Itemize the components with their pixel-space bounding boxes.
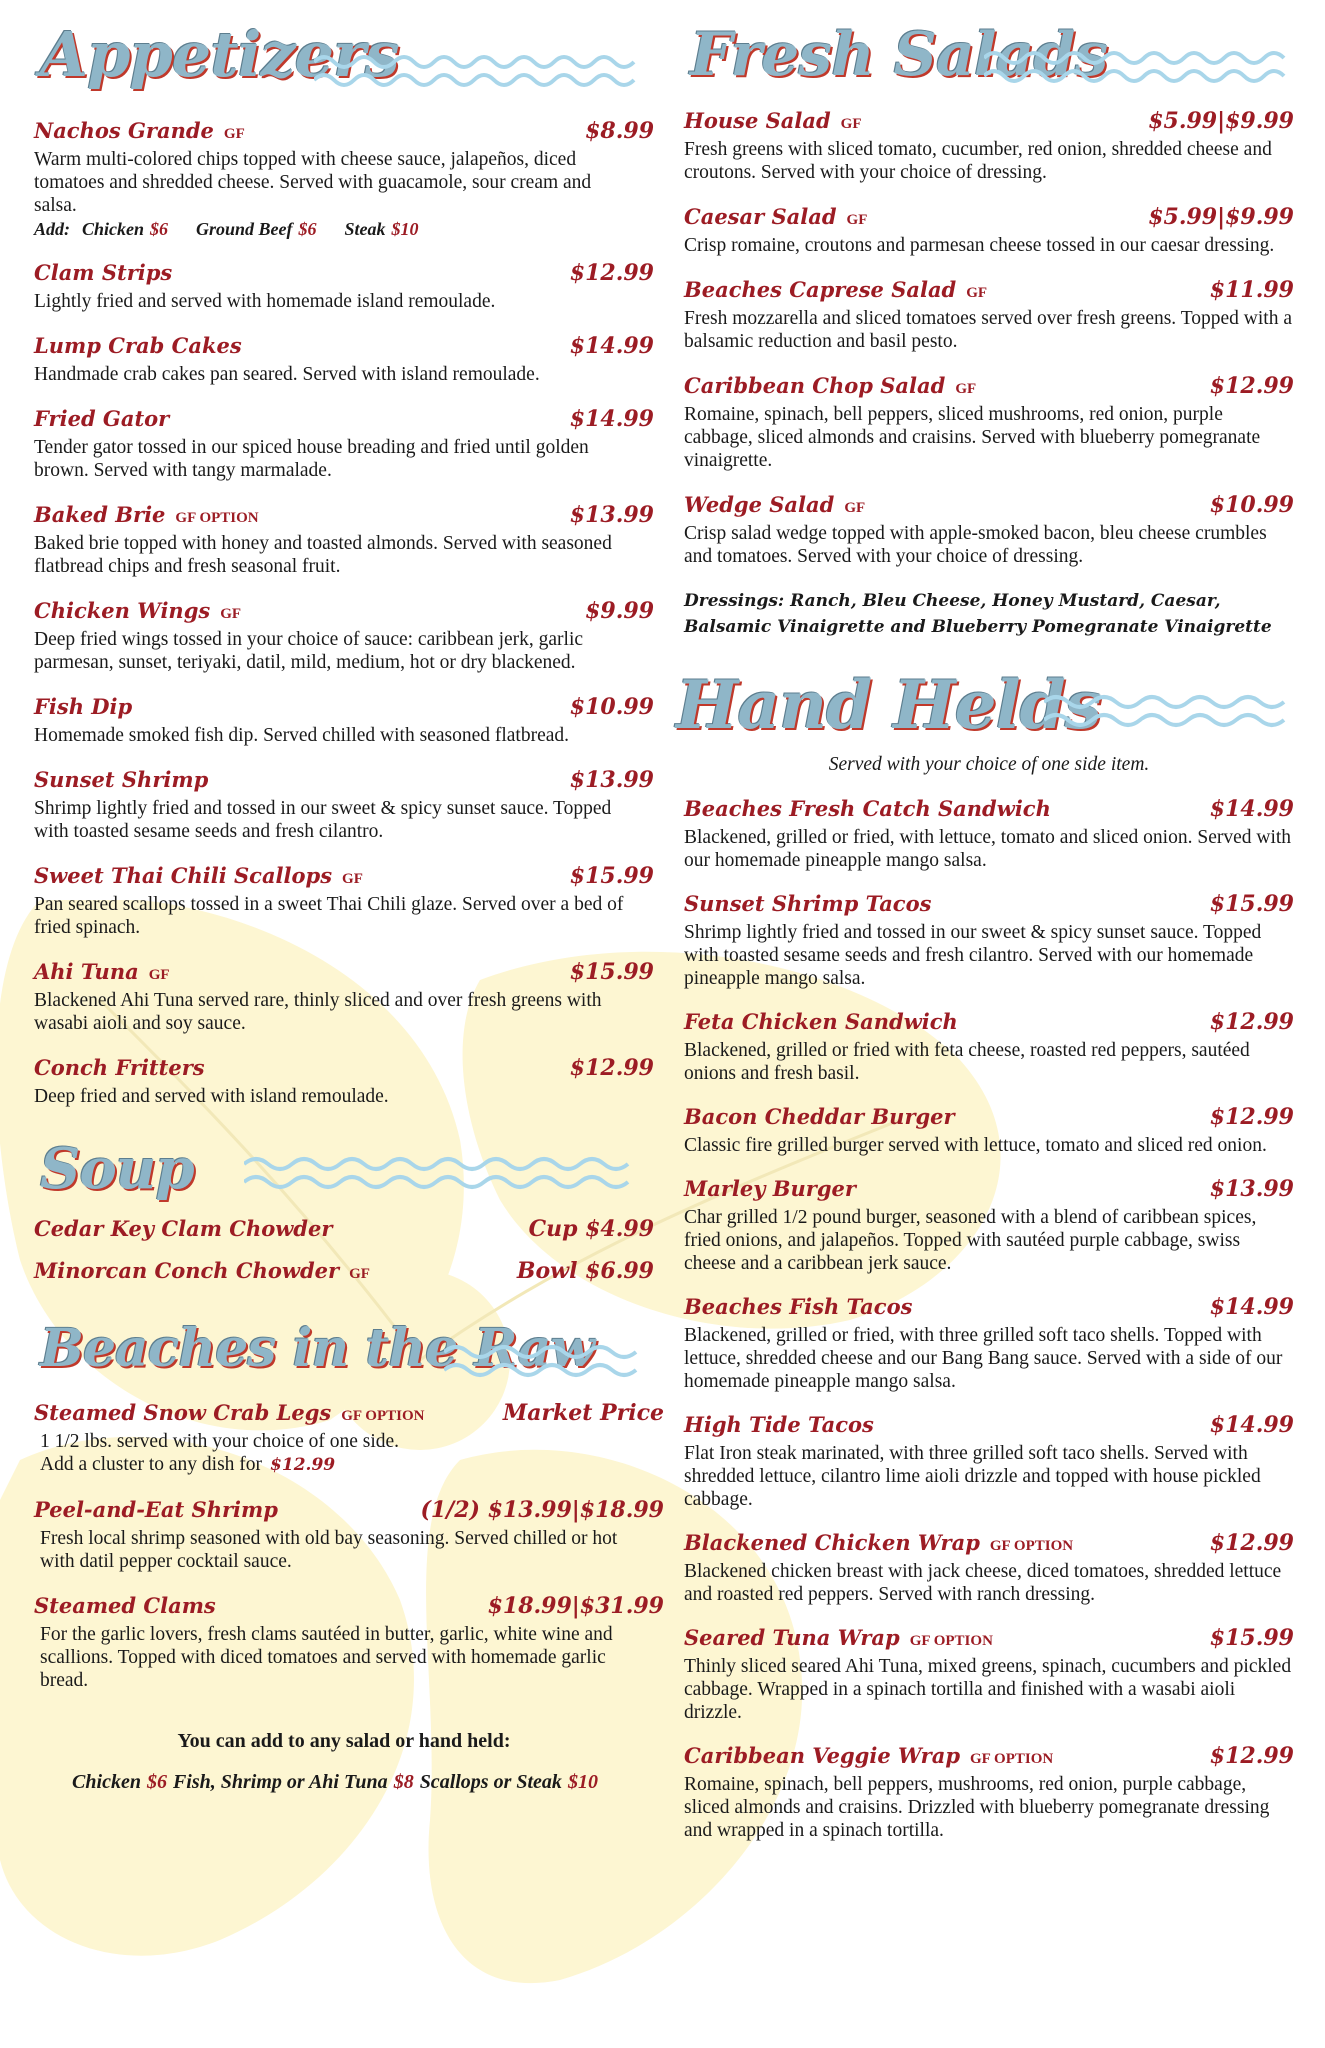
menu-item-header [34, 598, 654, 628]
menu-item [684, 1530, 1294, 1606]
menu-item-header [684, 108, 1294, 138]
menu-item-description: Shrimp lightly fried and tossed in our sweet & spicy sunset sauce. Topped with toasted sesame seeds and fresh cilantro. [34, 798, 612, 842]
menu-item-description: Thinly sliced seared Ahi Tuna, mixed greens, spinach, cucumbers and pickled cabbage. Wrapped in a spinach tortilla and finished with a wasabi aioli drizzle. [684, 1656, 1292, 1723]
section-title: Hand Helds [676, 666, 1101, 744]
dietary-tag: GF [220, 606, 242, 622]
menu-item-name: Steamed Snow Crab Legs [34, 1400, 332, 1425]
menu-item-header [684, 1412, 1294, 1442]
menu-item-price: $12.99 [569, 1055, 654, 1081]
menu-item-price: $12.99 [1209, 1530, 1294, 1556]
appetizer-list [34, 118, 654, 1108]
menu-item-price: $11.99 [1209, 277, 1294, 303]
handheld-list [684, 796, 1294, 1842]
menu-item-name: Seared Tuna Wrap [684, 1625, 900, 1650]
addon-name: Chicken [82, 219, 145, 239]
menu-item [684, 373, 1294, 472]
menu-item [34, 1400, 664, 1477]
menu-item-header [34, 1497, 664, 1527]
menu-item-name: Beaches Caprese Salad [684, 277, 957, 302]
menu-item-price: $13.99 [569, 502, 654, 528]
menu-item-price: Cup $4.99 [528, 1216, 654, 1242]
menu-item-description: Lightly fried and served with homemade island remoulade. [34, 291, 496, 312]
menu-item-price: $12.99 [1209, 373, 1294, 399]
soup-list [34, 1216, 654, 1288]
menu-item [684, 277, 1294, 353]
menu-item-header [684, 1530, 1294, 1560]
menu-item-description: Romaine, spinach, bell peppers, mushrooms, red onion, purple cabbage, sliced almonds and craisins. Drizzled with blueberry pomegranate dressing and wrapped in a spinach tortilla. [684, 1774, 1270, 1841]
menu-item-price: $18.99|$31.99 [487, 1593, 664, 1619]
left-column [34, 0, 664, 1794]
menu-item-name: Sunset Shrimp Tacos [684, 891, 932, 916]
menu-item-price: $15.99 [569, 863, 654, 889]
menu-item-header [684, 1743, 1294, 1773]
menu-item-description: Pan seared scallops tossed in a sweet Thai Chili glaze. Served over a bed of fried spinach. [34, 894, 624, 938]
addon-price: $10 [567, 1771, 598, 1793]
menu-item-name: Baked Brie [34, 502, 166, 527]
waves-icon [314, 52, 644, 88]
menu-item-name: Bacon Cheddar Burger [684, 1104, 955, 1129]
addon-name: Steak [344, 219, 386, 239]
menu-item-description: Baked brie topped with honey and toasted almonds. Served with seasoned flatbread chips and fresh seasonal fruit. [34, 533, 612, 577]
section-title: Beaches in the Raw [40, 1318, 595, 1379]
menu-item-name: Nachos Grande [34, 118, 214, 143]
menu-item-name: Ahi Tuna [34, 959, 139, 984]
dietary-tag: GF [349, 1266, 370, 1282]
dietary-tag: GF OPTION [341, 1408, 425, 1424]
addons-label: Add: [34, 219, 70, 239]
menu-item-price: $13.99 [1209, 1176, 1294, 1202]
extra-label: Add a cluster to any dish for [40, 1454, 263, 1475]
addon-price: $6 [150, 219, 169, 239]
menu-item-description: Handmade crab cakes pan seared. Served with island remoulade. [34, 364, 540, 385]
menu-item-description: Tender gator tossed in our spiced house breading and fried until golden brown. Served with tangy marmalade. [34, 437, 589, 481]
dietary-tag: GF [846, 212, 868, 228]
menu-item-header [684, 204, 1294, 234]
menu-item [684, 1294, 1294, 1393]
addon-price: $6 [146, 1771, 167, 1793]
dietary-tag: GF OPTION [989, 1538, 1074, 1554]
addon-price: $10 [391, 219, 419, 239]
menu-item-price: $10.99 [1209, 492, 1294, 518]
menu-item-description: Blackened, grilled or fried, with three grilled soft taco shells. Topped with lettuce, shredded cheese and our Bang Bang sauce. Served with a side of our homemade pineapple mango salsa. [684, 1325, 1283, 1392]
menu-item-header [34, 118, 654, 148]
menu-item [34, 1216, 654, 1246]
menu-item [34, 598, 654, 674]
section-title: Appetizers [40, 18, 399, 91]
menu-item-description: For the garlic lovers, fresh clams sautéed in butter, garlic, white wine and scallions. Topped with diced tomatoes and served with homemade garlic bread. [40, 1624, 613, 1691]
menu-item-price: $13.99 [569, 767, 654, 793]
menu-item-description: Crisp romaine, croutons and parmesan cheese tossed in our caesar dressing. [684, 235, 1275, 256]
menu-item-price: Market Price [502, 1400, 664, 1426]
appetizers-header [34, 0, 654, 120]
raw-list [34, 1400, 664, 1692]
menu-item-header [684, 796, 1294, 826]
addons-footer [34, 1730, 654, 1794]
menu-item-header [34, 1400, 664, 1430]
menu-item-description: Classic fire grilled burger served with lettuce, tomato and sliced red onion. [684, 1135, 1267, 1156]
menu-item-price: $5.99|$9.99 [1148, 108, 1294, 134]
menu-item-name: Beaches Fish Tacos [684, 1294, 913, 1319]
menu-item-description: Shrimp lightly fried and tossed in our sweet & spicy sunset sauce. Topped with toasted sesame seeds and fresh cilantro. Served with our homemade pineapple mango salsa. [684, 922, 1262, 989]
menu-item-description: Fresh greens with sliced tomato, cucumber, red onion, shredded cheese and croutons. Served with your choice of dressing. [684, 139, 1272, 183]
menu-item-name: Clam Strips [34, 260, 173, 285]
menu-item [34, 406, 654, 482]
menu-item-header [34, 1258, 654, 1288]
menu-item [34, 1593, 664, 1692]
menu-item-price: $14.99 [569, 406, 654, 432]
menu-item-price: $15.99 [1209, 891, 1294, 917]
dietary-tag: GF [342, 871, 363, 887]
dietary-tag: GF OPTION [970, 1751, 1054, 1767]
addon-name: Chicken [72, 1771, 141, 1793]
menu-item-name: Wedge Salad [684, 492, 835, 517]
dietary-tag: GF [844, 500, 866, 516]
menu-item-header [684, 492, 1294, 522]
menu-item [34, 1258, 654, 1288]
menu-item [34, 767, 654, 843]
addons-line [22, 1771, 654, 1794]
addon-price: $8 [393, 1771, 414, 1793]
waves-icon [444, 1342, 644, 1378]
menu-item-description: Fresh local shrimp seasoned with old bay seasoning. Served chilled or hot with datil pepper cocktail sauce. [40, 1528, 618, 1572]
menu-item-description: Blackened, grilled or fried with feta cheese, roasted red peppers, sautéed onions and fresh basil. [684, 1040, 1250, 1084]
menu-item [34, 502, 654, 578]
dietary-tag: GF [148, 967, 170, 983]
menu-item-description: Char grilled 1/2 pound burger, seasoned with a blend of caribbean spices, fried onions, and jalapeños. Topped with sautéed purple cabbage, swiss cheese and a caribbean jerk sauce. [684, 1207, 1257, 1274]
menu-item [34, 1497, 664, 1573]
menu-item-header [684, 1104, 1294, 1134]
menu-item [34, 863, 654, 939]
menu-item [684, 1009, 1294, 1085]
menu-item-header [684, 277, 1294, 307]
menu-item-description: Crisp salad wedge topped with apple-smoked bacon, bleu cheese crumbles and tomatoes. Served with your choice of dressing. [684, 523, 1267, 567]
menu-item-name: Feta Chicken Sandwich [684, 1009, 958, 1034]
menu-item-name: Fried Gator [34, 406, 170, 431]
nachos-addons [34, 219, 654, 240]
dressings-note: Dressings: Ranch, Bleu Cheese, Honey Mustard, Caesar, Balsamic Vinaigrette and Blueberry Pomegranate Vinaigrette [684, 591, 1272, 637]
menu-item-header [684, 1625, 1294, 1655]
menu-item-description: Fresh mozzarella and sliced tomatoes served over fresh greens. Topped with a balsamic reduction and basil pesto. [684, 308, 1292, 352]
menu-item [34, 260, 654, 313]
menu-item-header [34, 767, 654, 797]
menu-item-price: $14.99 [1209, 796, 1294, 822]
menu-item-header [34, 959, 654, 989]
menu-item-price: $12.99 [1209, 1104, 1294, 1130]
menu-item-name: Steamed Clams [34, 1593, 216, 1618]
menu-item-name: House Salad [684, 108, 831, 133]
menu-item-price: Bowl $6.99 [516, 1258, 654, 1284]
menu-item-name: Beaches Fresh Catch Sandwich [684, 796, 1051, 821]
menu-item-header [34, 502, 654, 532]
waves-icon [244, 1154, 644, 1190]
dietary-tag: GF OPTION [909, 1633, 993, 1649]
menu-item-header [684, 1176, 1294, 1206]
menu-item-name: Cedar Key Clam Chowder [34, 1216, 333, 1241]
menu-item-price: $15.99 [1209, 1625, 1294, 1651]
menu-item-name: High Tide Tacos [684, 1412, 874, 1437]
menu-item-description: Blackened, grilled or fried, with lettuce, tomato and sliced onion. Served with our homemade pineapple mango salsa. [684, 827, 1292, 871]
menu-item-extra [34, 1453, 654, 1477]
addon-name: Scallops or Steak [419, 1771, 562, 1793]
menu-item-price: $14.99 [1209, 1412, 1294, 1438]
menu-item-price: $10.99 [569, 694, 654, 720]
menu-item-price: (1/2) $13.99|$18.99 [420, 1497, 664, 1523]
waves-icon [1044, 692, 1294, 728]
dietary-tag: GF [966, 285, 988, 301]
menu-item-description: Blackened Ahi Tuna served rare, thinly sliced and over fresh greens with wasabi aioli and soy sauce. [34, 990, 602, 1034]
menu-item-name: Minorcan Conch Chowder [34, 1258, 340, 1283]
dietary-tag: GF [223, 126, 245, 142]
addon-name: Fish, Shrimp or Ahi Tuna [172, 1771, 388, 1793]
salad-list [684, 108, 1294, 568]
menu-item [34, 333, 654, 386]
handhelds-note: Served with your choice of one side item. [828, 754, 1150, 775]
soup-header [34, 1128, 654, 1216]
menu-item [684, 204, 1294, 257]
menu-item-description: Deep fried wings tossed in your choice of sauce: caribbean jerk, garlic parmesan, sunset, teriyaki, datil, mild, medium, hot or dry blackened. [34, 629, 584, 673]
extra-price: $12.99 [270, 1455, 336, 1475]
menu-item-name: Sunset Shrimp [34, 767, 209, 792]
waves-icon [984, 48, 1294, 84]
menu-item-name: Sweet Thai Chili Scallops [34, 863, 333, 888]
menu-item-header [34, 260, 654, 290]
menu-item-header [684, 891, 1294, 921]
menu-item-name: Conch Fritters [34, 1055, 205, 1080]
menu-item-header [34, 406, 654, 436]
salads-header [684, 0, 1294, 112]
menu-item-name: Fish Dip [34, 694, 133, 719]
section-title: Soup [40, 1136, 194, 1202]
menu-item-description: Romaine, spinach, bell peppers, sliced mushrooms, red onion, purple cabbage, sliced almonds and craisins. Served with blueberry pomegranate vinaigrette. [684, 404, 1261, 471]
menu-item-price: $14.99 [1209, 1294, 1294, 1320]
menu-item-header [684, 373, 1294, 403]
menu-item-name: Caribbean Veggie Wrap [684, 1743, 961, 1768]
menu-item [684, 108, 1294, 184]
menu-item-description: Flat Iron steak marinated, with three grilled soft taco shells. Served with shredded lettuce, cilantro lime aioli drizzle and topped with house pickled cabbage. [684, 1443, 1261, 1510]
menu-item [684, 492, 1294, 568]
addons-title: You can add to any salad or hand held: [177, 1730, 511, 1752]
menu-item-price: $5.99|$9.99 [1148, 204, 1294, 230]
menu-item-description: 1 1/2 lbs. served with your choice of one side. [40, 1431, 400, 1452]
menu-item [684, 1176, 1294, 1275]
menu-item-price: $12.99 [569, 260, 654, 286]
menu-item-price: $8.99 [585, 118, 654, 144]
menu-item-name: Marley Burger [684, 1176, 856, 1201]
menu-item [684, 1104, 1294, 1157]
menu-item-description: Homemade smoked fish dip. Served chilled with seasoned flatbread. [34, 725, 570, 746]
dietary-tag: GF [955, 381, 977, 397]
menu-item-name: Caesar Salad [684, 204, 837, 229]
section-title: Fresh Salads [690, 20, 1108, 90]
menu-item-header [34, 694, 654, 724]
menu-item-price: $14.99 [569, 333, 654, 359]
addon-price: $6 [298, 219, 317, 239]
raw-header [34, 1300, 654, 1400]
menu-item [34, 694, 654, 747]
menu-item-price: $15.99 [569, 959, 654, 985]
menu-item [684, 1625, 1294, 1724]
menu-item-price: $9.99 [585, 598, 654, 624]
menu-item-description: Blackened chicken breast with jack cheese, diced tomatoes, shredded lettuce and roasted red peppers. Served with ranch dressing. [684, 1561, 1282, 1605]
menu-item [684, 891, 1294, 990]
menu-item [34, 959, 654, 1035]
menu-item-description: Deep fried and served with island remoulade. [34, 1086, 389, 1107]
menu-item [34, 118, 654, 240]
menu-item-name: Caribbean Chop Salad [684, 373, 946, 398]
menu-item-header [34, 1593, 664, 1623]
menu-item [684, 1743, 1294, 1842]
menu-item-name: Blackened Chicken Wrap [684, 1530, 980, 1555]
addon-name: Ground Beef [196, 219, 293, 239]
menu-item-header [684, 1294, 1294, 1324]
handhelds-header [676, 652, 1294, 760]
menu-item [684, 1412, 1294, 1511]
menu-item-price: $12.99 [1209, 1743, 1294, 1769]
menu-item [34, 1055, 654, 1108]
dietary-tag: GF [840, 116, 862, 132]
menu-item-name: Chicken Wings [34, 598, 211, 623]
menu-item-header [34, 1216, 654, 1246]
menu-item-header [34, 1055, 654, 1085]
menu-item-description: Warm multi-colored chips topped with cheese sauce, jalapeños, diced tomatoes and shredded cheese. Served with guacamole, sour cream and salsa. [34, 149, 592, 216]
menu-item-header [34, 333, 654, 363]
menu-item-header [684, 1009, 1294, 1039]
menu-item-price: $12.99 [1209, 1009, 1294, 1035]
dietary-tag: GF OPTION [175, 510, 259, 526]
right-column [676, 0, 1294, 1861]
menu-item-name: Peel-and-Eat Shrimp [34, 1497, 278, 1522]
menu-item [684, 796, 1294, 872]
menu-item-name: Lump Crab Cakes [34, 333, 242, 358]
menu-item-header [34, 863, 654, 893]
